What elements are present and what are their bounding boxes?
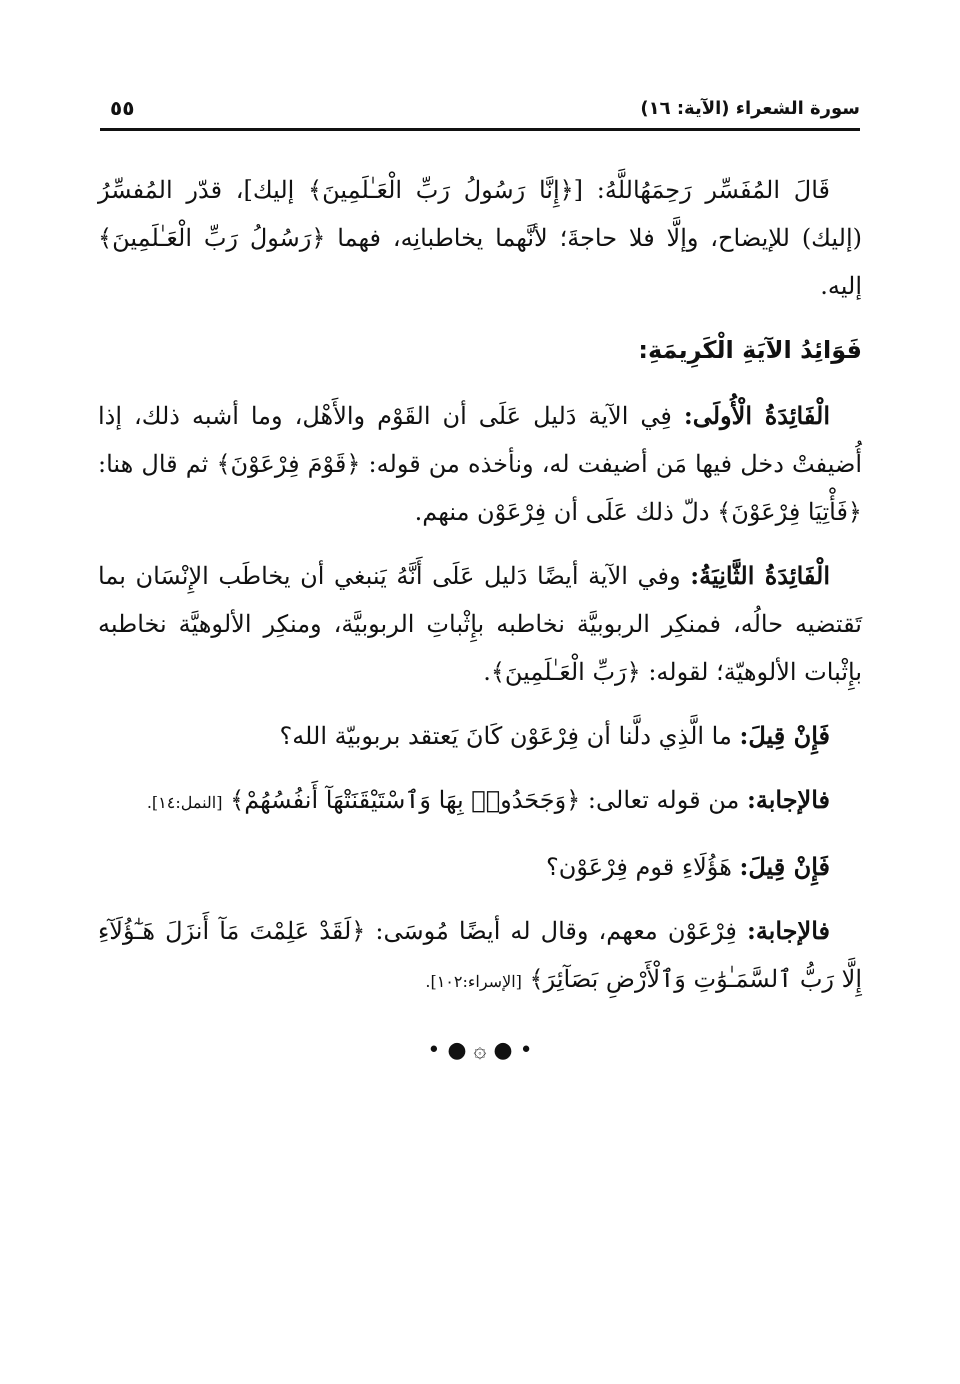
question-label: فَإِنْ قِيلَ: <box>739 852 830 881</box>
answer-label: فالإجابة: <box>746 785 830 814</box>
verse-reference: [النمل:١٤]. <box>146 793 223 812</box>
question-text: هَؤُلَاءِ قوم فِرْعَوْن؟ <box>546 853 732 881</box>
question-paragraph <box>98 843 862 891</box>
section-end-ornament: • ● ۞ ● • <box>427 1038 533 1063</box>
page-number: ٥٥ <box>110 96 135 120</box>
header-rule <box>100 128 860 131</box>
verse-reference: [الإسراء:١٠٢]. <box>425 972 522 991</box>
benefit-paragraph <box>98 392 862 536</box>
answer-paragraph <box>98 776 862 827</box>
benefit-text: فِي الآية دَليل عَلَى أن القَوْم والأَهْل، وما أشبه ذلك، إذا أُضيفتْ دخل فيها مَن أضيفت له، ونأخذه من قوله: ﴿قَوْمَ فِرْعَوْنَ﴾ ثم قال هنا: ﴿فَأْتِيَا فِرْعَوْنَ﴾ دلّ ذلك عَلَى أن فِرْعَوْن منهم. <box>98 402 862 526</box>
benefit-text: وفي الآية أيضًا دَليل عَلَى أَنَّهُ يَنبغي أن يخاطَب الإِنْسَان بما تَقتضيه حالُه، فمنكِر الربوبيَّة نخاطبه بإِثْباتِ الربوبيَّة، ومنكِر الألوهيَّة نخاطبه بإِثْبات الألوهيّة؛ لقوله: ﴿رَبِّ الْعَـٰلَمِينَ﴾. <box>98 562 862 686</box>
page-header <box>100 92 860 128</box>
benefit-label: الْفَائِدَةُ الثَّانِيَةُ: <box>690 561 830 590</box>
question-paragraph <box>98 712 862 760</box>
question-label: فَإِنْ قِيلَ: <box>739 721 830 750</box>
benefit-paragraph <box>98 552 862 696</box>
page-content <box>98 166 862 1022</box>
surah-title: سورة الشعراء (الآية: ١٦) <box>640 98 860 119</box>
answer-text: فِرْعَوْن معهم، وقال له أيضًا مُوسَى: ﴿لَقَدْ عَلِمْتَ مَآ أَنزَلَ هَـٰٓؤُلَآءِ إِلَّا رَبُّ ٱلسَّمَـٰوَٰتِ وَٱلْأَرْضِ بَصَآئِرَ﴾ <box>98 917 862 993</box>
answer-label: فالإجابة: <box>746 916 830 945</box>
answer-paragraph <box>98 907 862 1006</box>
question-text: ما الَّذِي دلَّنا أن فِرْعَوْن كَانَ يَعتقد بربوبيّة الله؟ <box>279 722 732 750</box>
section-heading: فَوَائِدُ الآيَةِ الْكَرِيمَةِ: <box>638 336 862 364</box>
intro-paragraph: قَالَ المُفَسِّر رَحِمَهُاللَّهُ: [﴿إِنَّا رَسُولُ رَبِّ الْعَـٰلَمِينَ﴾ إليك]، قدّر المُفسِّرُ (إليك) للإيضاح، وإلَّا فلا حاجةَ؛ لأنَّهما يخاطبانِه، فهما ﴿رَسُولُ رَبِّ الْعَـٰلَمِينَ﴾ إليه. <box>98 176 862 300</box>
answer-text: من قوله تعالى: ﴿وَجَحَدُوا۟ بِهَا وَٱسْتَيْقَنَتْهَآ أَنفُسُهُمْ﴾ <box>230 786 740 814</box>
benefit-label: الْفَائِدَةُ الْأُولَى: <box>683 401 830 430</box>
